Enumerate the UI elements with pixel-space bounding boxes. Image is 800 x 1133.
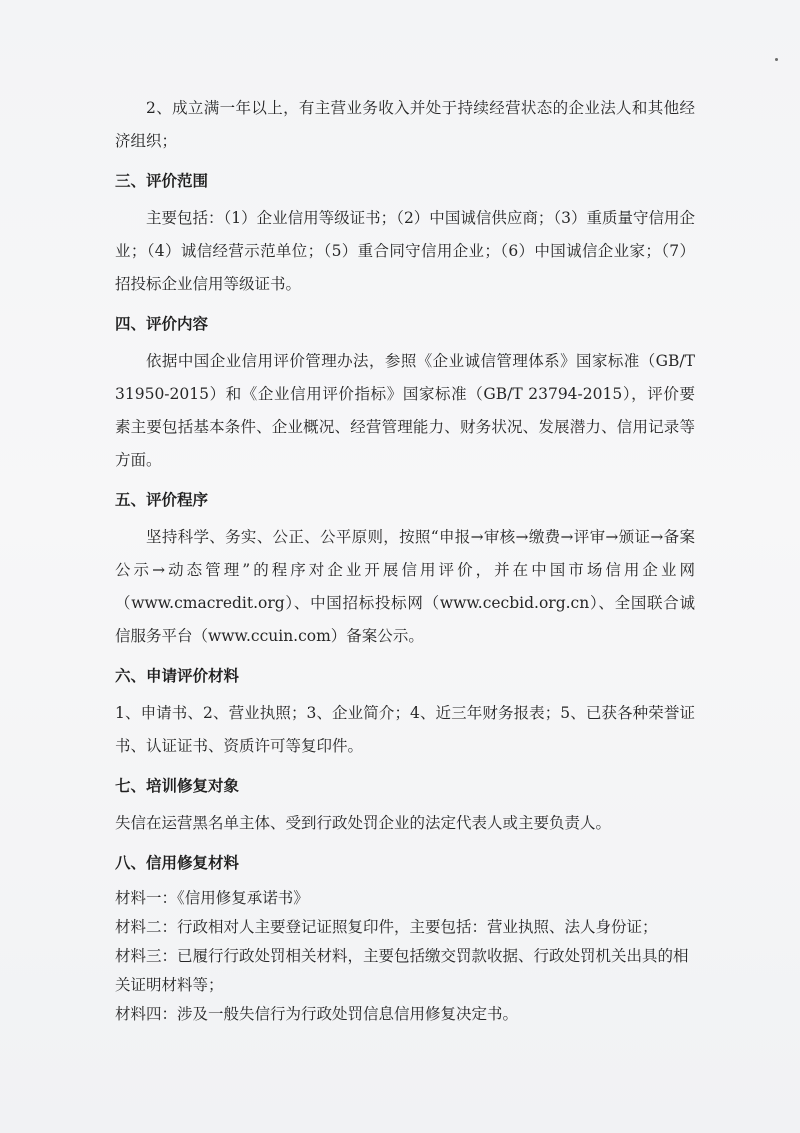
scope-paragraph: 主要包括：（1）企业信用等级证书；（2）中国诚信供应商；（3）重质量守信用企业；（4）诚信经营示范单位；（5）重合同守信用企业；（6）中国诚信企业家；（7）招投标企业信用等级证书。 [115,209,695,293]
content-paragraph: 依据中国企业信用评价管理办法，参照《企业诚信管理体系》国家标准（GB/T 31950-2015）和《企业信用评价指标》国家标准（GB/T 23794-2015），评价要素主要包括基本条件、企业概况、经营管理能力、财务状况、发展潜力、信用记录等方面。 [115,352,695,469]
section-heading-procedure: 五、评价程序 [115,491,209,509]
section-heading-repair: 八、信用修复材料 [115,854,240,872]
document-body [115,92,695,1029]
section-heading-content: 四、评价内容 [115,315,209,333]
repair-item-1: 材料一：《信用修复承诺书》 [115,889,309,907]
repair-item-4: 材料四：涉及一般失信行为行政处罚信息信用修复决定书。 [115,1005,519,1023]
section-heading-training: 七、培训修复对象 [115,777,240,795]
intro-paragraph: 2、成立满一年以上，有主营业务收入并处于持续经营状态的企业法人和其他经济组织； [115,99,695,150]
section-heading-materials: 六、申请评价材料 [115,667,240,685]
materials-paragraph: 1、申请书、2、营业执照；3、企业简介；4、近三年财务报表；5、已获各种荣誉证书、认证证书、资质许可等复印件。 [115,704,695,755]
section-heading-scope: 三、评价范围 [115,172,209,190]
repair-item-3: 材料三：已履行行政处罚相关材料，主要包括缴交罚款收据、行政处罚机关出具的相关证明材料等； [115,947,689,994]
scan-speck [775,58,778,61]
repair-item-2: 材料二：行政相对人主要登记证照复印件，主要包括：营业执照、法人身份证； [115,918,658,936]
training-paragraph: 失信在运营黑名单主体、受到行政处罚企业的法定代表人或主要负责人。 [115,814,612,832]
procedure-paragraph: 坚持科学、务实、公正、公平原则，按照“申报→审核→缴费→评审→颁证→备案公示→动态管理”的程序对企业开展信用评价，并在中国市场信用企业网（www.cmacredit.org）、中国招标投标网（www.cecbid.org.cn）、全国联合诚信服务平台（www.ccuin.com）备案公示。 [115,528,695,645]
